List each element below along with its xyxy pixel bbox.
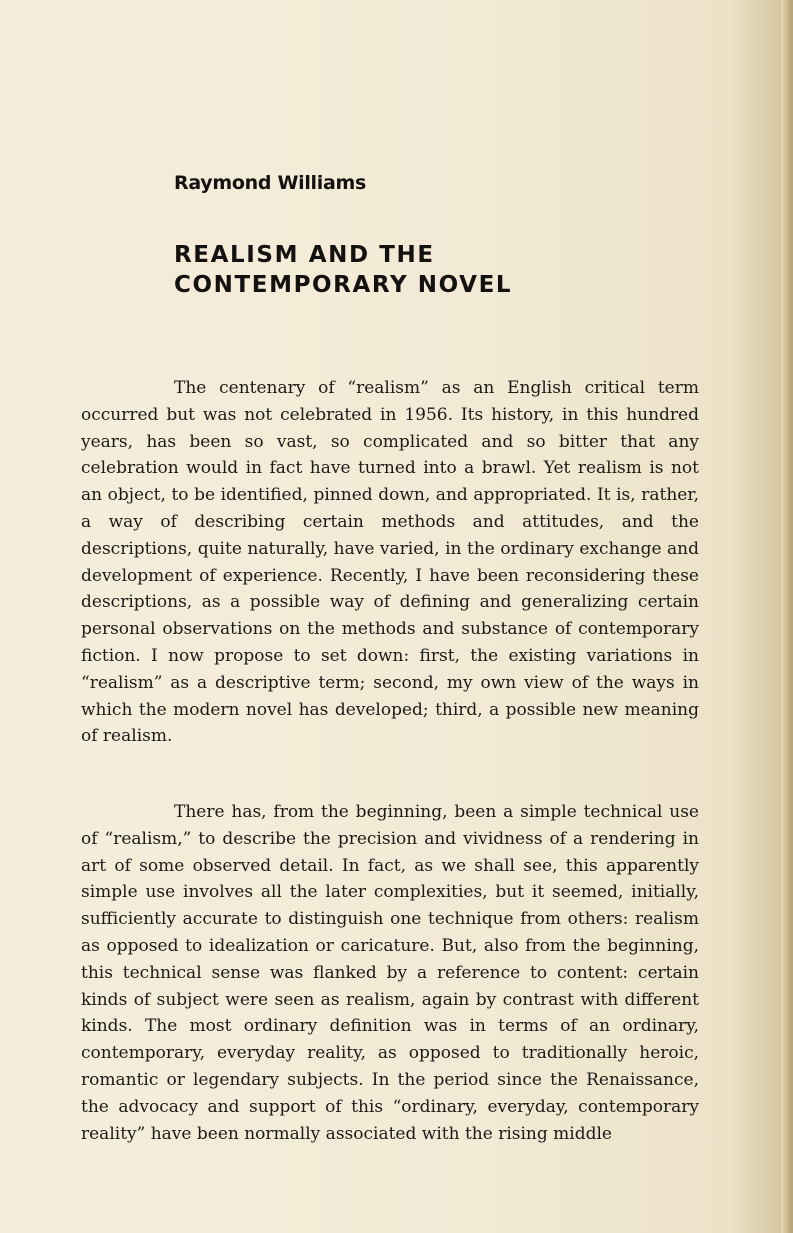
author-name: Raymond Williams (174, 172, 366, 194)
title-line-1: REALISM AND THE (174, 242, 435, 268)
paragraph-1: The centenary of “realism” as an English critical term occurred but was not celebrated in 1956. Its history, in this hundred years, has been so vast, so complicated and so bitter that any celebration would in fact have turned into a brawl. Yet realism is not an object, to be identified, pinned down, and appropriated. It is, rather, a way of describing certain methods and attitudes, and the descriptions, quite naturally, have varied, in the ordinary exchange and development of experience. Recently, I have been reconsidering these descriptions, as a possible way of defining and generalizing certain personal observations on the methods and substance of contemporary fiction. I now propose to set down: first, the existing variations in “realism” as a descriptive term; second, my own view of the ways in which the modern novel has developed; third, a possible new meaning of realism. (81, 378, 699, 747)
title-line-2: CONTEMPORARY NOVEL (174, 272, 513, 298)
paragraph-2: There has, from the beginning, been a simple technical use of “realism,” to describe the precision and vividness of a rendering in art of some observed detail. In fact, as we shall see, this apparently simple use involves all the later complexities, but it seemed, initially, sufficiently accurate to distinguish one technique from others: realism as opposed to idealization or caricature. But, also from the beginning, this technical sense was flanked by a reference to content: certain kinds of subject were seen as realism, again by contrast with different kinds. The most ordinary definition was in terms of an ordinary, contemporary, everyday reality, as opposed to traditionally heroic, romantic or legendary subjects. In the period since the Renaissance, the advocacy and support of this “ordinary, everyday, contemporary reality” have been normally associated with the rising middle (81, 802, 699, 1144)
article-title (174, 240, 512, 300)
page-edge (781, 0, 793, 1233)
